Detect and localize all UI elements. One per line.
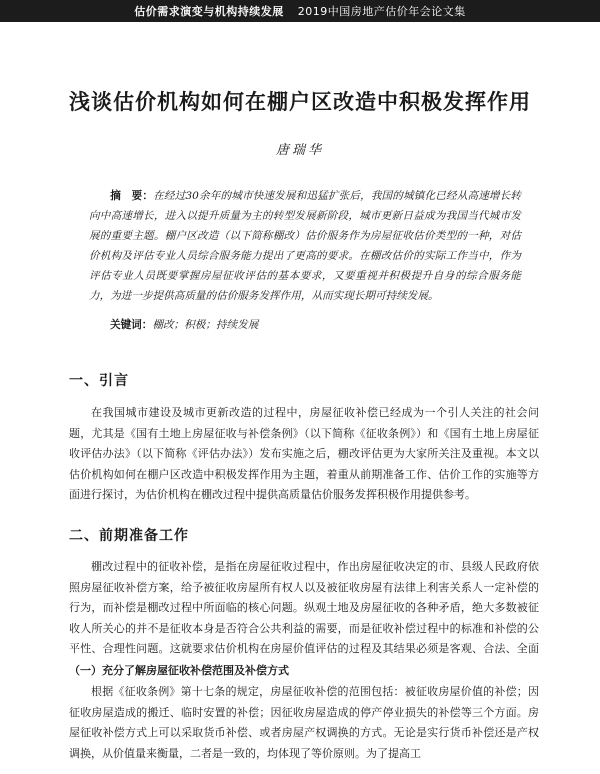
keywords-text: 棚改；积极；持续发展 xyxy=(152,319,259,331)
running-header-right: 2019中国房地产估价年会论文集 xyxy=(297,5,466,18)
section-heading-introduction: 一、引言 xyxy=(69,373,129,389)
section-heading-preparation: 二、前期准备工作 xyxy=(69,528,189,544)
section2-paragraph: 棚改过程中的征收补偿，是指在房屋征收过程中，作出房屋征收决定的市、县级人民政府依照房屋征收补偿方案，给予被征收房屋所有权人以及被征收房屋有法律上利害关系人一定补偿的行为，而补偿是棚改过程中所面临的核心问题。纵观土地及房屋征收的各种矛盾，绝大多数被征收人所关心的并不是征收本身是否符合公共利益的需要，而是征收补偿过程中的标准和补偿的公平性、合理性问题。这就要求估价机构在房屋价值评估的过程及其结果必须是客观、合法、全面 xyxy=(69,560,539,655)
running-header-left: 估价需求演变与机构持续发展 xyxy=(134,5,284,18)
subsection-paragraph: 根据《征收条例》第十七条的规定，房屋征收补偿的范围包括：被征收房屋价值的补偿；因征收房屋造成的搬迁、临时安置的补偿；因征收房屋造成的停产停业损失的补偿等三个方面。房屋征收补偿方式上可以采取货币补偿、或者房屋产权调换的方式。无论是实行货币补偿还是产权调换，从价值量来衡量，二者是一致的，均体现了等价原则。为了提高工 xyxy=(69,685,539,760)
abstract-text: 在经过30余年的城市快速发展和迅猛扩张后，我国的城镇化已经从高速增长转向中高速增长，进入以提升质量为主的转型发展新阶段，城市更新日益成为我国当代城市发展的重要主题。棚户区改造（以下简称棚改）估价服务作为房屋征收估价类型的一种，对估价机构及评估专业人员综合服务能力提出了更高的要求。在棚改估价的实际工作当中，作为评估专业人员既要掌握房屋征收评估的基本要求，又要重视并积极提升自身的综合服务能力，为进一步提供高质量的估价服务发挥作用，从而实现长期可持续发展。 xyxy=(89,190,522,302)
running-header xyxy=(0,0,600,22)
keywords xyxy=(110,316,510,334)
abstract xyxy=(89,186,521,306)
keywords-label: 关键词： xyxy=(110,319,153,331)
article-author: 唐瑞华 xyxy=(275,143,324,158)
subsection-heading: （一）充分了解房屋征收补偿范围及补偿方式 xyxy=(69,664,289,677)
abstract-label: 摘 要： xyxy=(110,190,154,202)
section1-paragraph: 在我国城市建设及城市更新改造的过程中，房屋征收补偿已经成为一个引人关注的社会问题，尤其是《国有土地上房屋征收与补偿条例》（以下简称《征收条例》）和《国有土地上房屋征收评估办法》（以下简称《评估办法》）发布实施之后，棚改评估更为大家所关注及重视。本文以估价机构如何在棚户区改造中积极发挥作用为主题，着重从前期准备工作、估价工作的实施等方面进行探讨，为估价机构在棚改过程中提供高质量估价服务发挥积极作用提供参考。 xyxy=(69,406,539,501)
article-title: 浅谈估价机构如何在棚户区改造中积极发挥作用 xyxy=(69,90,531,114)
